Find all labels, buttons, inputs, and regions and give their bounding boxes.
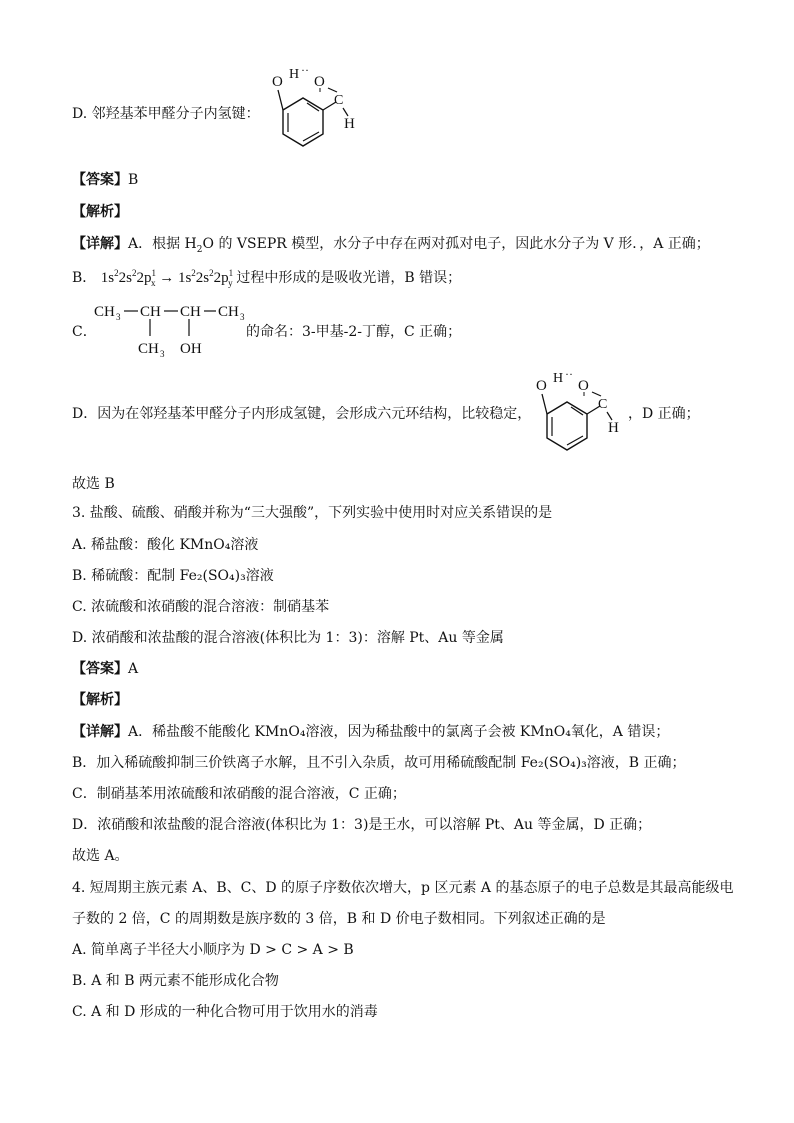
conclusion-text: 故选 A。: [72, 848, 129, 864]
q3-option-d: [72, 628, 504, 648]
q2-detail-c-tail: [246, 322, 461, 342]
arrow-icon: →: [159, 270, 175, 286]
answer-tag: 【答案】: [72, 661, 128, 677]
svg-text:CH: CH: [180, 304, 201, 320]
answer-value: A: [128, 661, 139, 677]
q3-answer: [72, 659, 138, 679]
q3-detail-a-text: A．稀盐酸不能酸化 KMnO₄溶液，因为稀盐酸中的氯离子会被 KMnO₄氧化，A 错误；: [128, 724, 670, 740]
q3-conclusion: [72, 846, 129, 866]
detail-a-sub: 2: [196, 244, 203, 255]
q4-stem-line1-text: 4. 短周期主族元素 A、B、C、D 的原子序数依次增大，p 区元素 A 的基态原子的电子总数是其最高能级电: [72, 880, 734, 896]
svg-text:··: ··: [565, 367, 573, 381]
q2-detail-b: [72, 268, 461, 288]
svg-text:3: 3: [160, 349, 165, 359]
svg-text:CH: CH: [140, 304, 161, 320]
q3-detail-d: [72, 815, 651, 835]
salicylaldehyde-structure-2: [522, 366, 632, 466]
q4-option-a: [72, 940, 354, 960]
q3-option-a: [72, 535, 258, 555]
q4-option-b-text: B. A 和 B 两元素不能形成化合物: [72, 973, 279, 989]
q2-detail-d-tail: [628, 404, 700, 424]
svg-text:O: O: [536, 378, 547, 394]
detail-c-tail: 的命名：3-甲基-2-丁醇，C 正确；: [246, 324, 462, 340]
analysis-tag: 【解析】: [72, 204, 128, 220]
q2-option-d: [72, 104, 260, 124]
svg-text:C: C: [334, 93, 344, 108]
q3-detail-c-text: C．制硝基苯用浓硫酸和浓硝酸的混合溶液，C 正确；: [72, 786, 406, 802]
q2-detail-d: [72, 404, 531, 424]
q3-detail-c: [72, 784, 406, 804]
orbital-transition: $1s^22s^22p^1_x \to 1s^22s^22p^1_y$: [100, 268, 234, 288]
svg-text:O: O: [272, 74, 283, 90]
q3-option-c-text: C. 浓硫酸和浓硝酸的混合溶液：制硝基苯: [72, 599, 330, 615]
detail-c-label: C．: [72, 324, 97, 340]
q3-stem: [72, 503, 552, 523]
q3-analysis-tag: [72, 690, 128, 710]
detail-tag: 【详解】: [72, 236, 128, 252]
q3-stem-text: 3. 盐酸、硫酸、硝酸并称为“三大强酸”，下列实验中使用时对应关系错误的是: [72, 505, 553, 521]
svg-text:H: H: [344, 116, 355, 132]
svg-text:··: ··: [301, 63, 309, 77]
q2-answer: [72, 170, 138, 190]
svg-text:CH: CH: [138, 341, 159, 357]
analysis-tag: 【解析】: [72, 692, 128, 708]
q4-stem-line1: [72, 878, 733, 898]
q3-option-c: [72, 597, 329, 617]
q4-option-b: [72, 971, 279, 991]
answer-value: B: [128, 172, 139, 188]
svg-text:CH: CH: [218, 304, 239, 320]
answer-tag: 【答案】: [72, 172, 128, 188]
detail-b-label: B．: [72, 270, 97, 286]
q4-option-a-text: A. 简单离子半径大小顺序为 D > C > A > B: [72, 942, 354, 958]
q4-stem-line2-text: 子数的 2 倍，C 的周期数是族序数的 3 倍，B 和 D 价电子数相同。下列叙述正确的是: [72, 911, 606, 927]
detail-b-tail: 过程中形成的是吸收光谱，B 错误；: [236, 270, 462, 286]
q3-detail-b: [72, 753, 686, 773]
detail-a-part1: A．根据 H: [128, 236, 197, 252]
svg-text:3: 3: [240, 312, 245, 322]
svg-text:H: H: [608, 420, 619, 436]
q3-option-b-text: B. 稀硫酸：配制 Fe₂(SO₄)₃溶液: [72, 568, 274, 584]
svg-text:CH: CH: [94, 304, 115, 320]
q2-detail-a: [72, 234, 710, 254]
q4-option-c-text: C. A 和 D 形成的一种化合物可用于饮用水的消毒: [72, 1004, 378, 1020]
detail-d-text: D．因为在邻羟基苯甲醛分子内形成氢键，会形成六元环结构，比较稳定，: [72, 406, 532, 422]
q3-detail-d-text: D．浓硝酸和浓盐酸的混合溶液(体积比为 1：3)是王水，可以溶解 Pt、Au 等金属，D 正确；: [72, 817, 652, 833]
butanol-structure: [92, 298, 252, 358]
q2-analysis-tag: [72, 202, 128, 222]
q3-option-a-text: A. 稀盐酸：酸化 KMnO₄溶液: [72, 537, 259, 553]
svg-text:3: 3: [116, 312, 121, 322]
detail-a-part2: O 的 VSEPR 模型，水分子中存在两对孤对电子，因此水分子为 V 形．，A 正确；: [202, 236, 710, 252]
svg-text:H: H: [553, 371, 564, 386]
q2-option-d-text: D. 邻羟基苯甲醛分子内氢键：: [72, 106, 260, 122]
svg-text:O: O: [314, 74, 325, 90]
svg-text:C: C: [598, 397, 608, 412]
q4-stem-line2: [72, 909, 606, 929]
q3-option-b: [72, 566, 274, 586]
q3-detail-b-text: B．加入稀硫酸抑制三价铁离子水解，且不引入杂质，故可用稀硫酸配制 Fe₂(SO₄)₃溶液，B 正确；: [72, 755, 686, 771]
detail-tag: 【详解】: [72, 724, 128, 740]
detail-d-tail: ，D 正确；: [628, 406, 700, 422]
svg-text:O: O: [578, 378, 589, 394]
svg-text:OH: OH: [180, 341, 202, 357]
q3-detail-a: [72, 722, 669, 742]
svg-text:H: H: [289, 67, 300, 82]
q4-option-c: [72, 1002, 378, 1022]
salicylaldehyde-structure-1: [258, 62, 368, 162]
conclusion-text: 故选 B: [72, 476, 115, 492]
q2-conclusion: [72, 474, 115, 494]
q3-option-d-text: D. 浓硝酸和浓盐酸的混合溶液(体积比为 1：3)：溶解 Pt、Au 等金属: [72, 630, 504, 646]
